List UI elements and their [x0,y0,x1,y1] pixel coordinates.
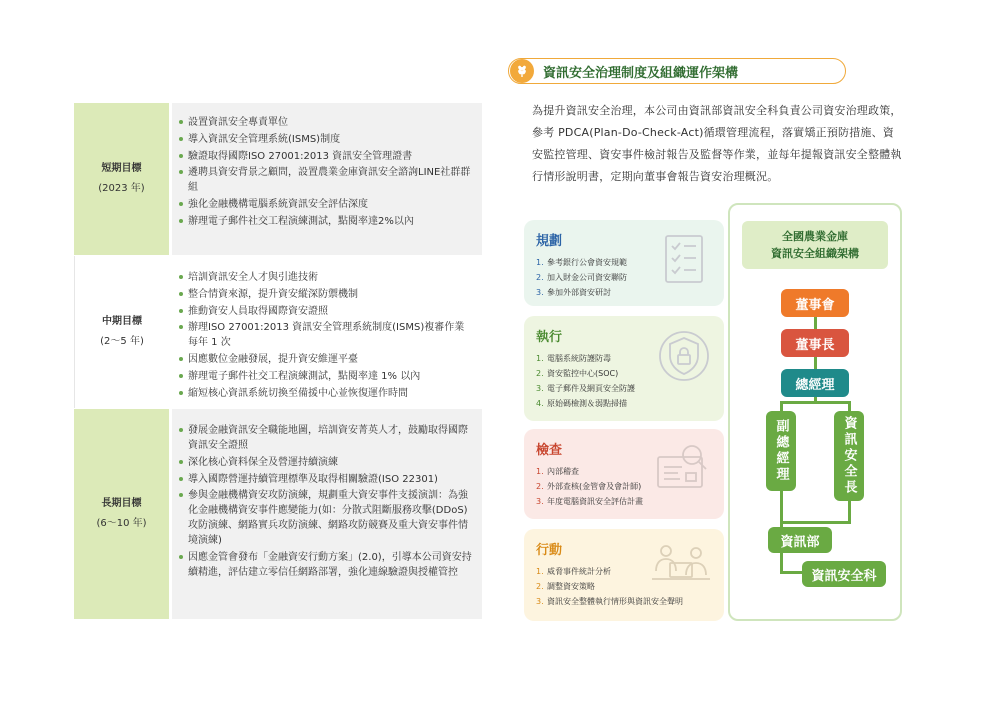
long-term-row [74,409,482,620]
list-item: 導入國際營運持續管理標準及取得相關驗證(ISO 22301) [178,472,474,487]
inspection-icon [654,441,712,499]
check-card [524,429,724,519]
long-term-content [172,409,482,619]
list-item: 1. 內部稽查 [536,467,579,476]
list-item: 3. 年度電腦資訊安全評估計畫 [536,497,643,506]
mid-term-content [172,256,482,408]
list-item: 2. 調整資安策略 [536,582,595,591]
list-item: 4. 原始碼檢測＆弱點掃描 [536,399,627,408]
section-heading [508,58,846,84]
org-chart-title: 全國農業金庫 資訊安全組織架構 [742,221,888,269]
connector-line [780,401,851,404]
list-item: 整合情資來源，提升資安縱深防禦機制 [178,287,474,302]
short-term-label [74,103,169,255]
org-chart [728,203,902,621]
plan-title: 規劃 [536,234,563,249]
short-term-content [172,103,482,255]
list-item: 2. 加入財金公司資安聯防 [536,273,627,282]
list-item: 辦理ISO 27001:2013 資訊安全管理系統制度(ISMS)複審作業每年 1 次 [178,320,474,350]
ciso-box: 資訊安全長 [834,411,864,501]
short-term-list [178,115,474,229]
intro-paragraph: 為提升資訊安全治理，本公司由資訊部資訊安全科負責公司資安治理政策，參考 PDCA(Plan-Do-Check-Act)循環管理流程，落實矯正預防措施、資安監控管理、資安事件檢討報告及監督等作業，並每年提報資訊安全整體執行情形說明書，定期向董事會報告資安治理概況。 [532,104,902,183]
list-item: 1. 威脅事件統計分析 [536,567,611,576]
board-box: 董事會 [781,289,849,317]
short-term-title: 短期目標 [101,163,142,174]
do-card [524,316,724,421]
list-item: 遴聘具資安背景之顧問，設置農業金庫資訊安全諮詢LINE社群群組 [178,165,474,195]
long-term-period: (6～10 年) [96,518,147,529]
long-term-title: 長期目標 [101,498,142,509]
security-section-box: 資訊安全科 [802,561,886,587]
workers-icon [650,541,712,589]
wheat-icon [510,59,534,83]
checklist-icon [660,232,712,290]
list-item: 參與金融機構資安攻防演練，規劃重大資安事件支援演訓：為強化金融機構資安事件應變能力(如：分散式阻斷服務攻擊(DDoS)攻防演練、網路實兵攻防演練、網路攻防競賽及重大資安事件情境演練) [178,488,474,548]
list-item: 驗證取得國際ISO 27001:2013 資訊安全管理證書 [178,149,474,164]
mid-term-title: 中期目標 [102,316,142,327]
list-item: 2. 資安監控中心(SOC) [536,369,619,378]
list-item: 3. 資訊安全整體執行情形與資訊安全聲明 [536,597,683,606]
list-item: 培訓資訊安全人才與引進技術 [178,270,474,285]
short-term-row [74,103,482,256]
deputy-gm-box: 副總經理 [766,411,796,491]
chairman-box: 董事長 [781,329,849,357]
list-item: 深化核心資料保全及營運持續演練 [178,455,474,470]
connector-line [780,521,851,524]
list-item: 強化金融機構電腦系統資訊安全評估深度 [178,197,474,212]
list-item: 1. 參考銀行公會資安規範 [536,258,627,267]
short-term-period: (2023 年) [98,183,145,194]
long-term-list [178,423,474,580]
mid-term-row [74,256,482,409]
list-item: 3. 電子郵件及網頁安全防護 [536,384,635,393]
list-item: 辦理電子郵件社交工程演練測試，點閱率達 1% 以內 [178,369,474,384]
list-item: 導入資訊安全管理系統(ISMS)制度 [178,132,474,147]
check-title: 檢查 [536,443,563,458]
mid-term-period: (2～5 年) [100,336,144,347]
do-title: 執行 [536,330,563,345]
long-term-label [74,409,169,619]
list-item: 2. 外部查核(金管會及會計師) [536,482,642,491]
section-title: 資訊安全治理制度及組織運作架構 [543,65,739,81]
list-item: 發展金融資訊安全職能地圖，培訓資安菁英人才，鼓勵取得國際資訊安全證照 [178,423,474,453]
it-department-box: 資訊部 [768,527,832,553]
mid-term-label [74,256,169,408]
list-item: 設置資訊安全專責單位 [178,115,474,130]
list-item: 因應金管會發布「金融資安行動方案」(2.0)，引導本公司資安持續精進，評估建立零信任網路部署，強化連線驗證與授權管控 [178,550,474,580]
goals-table [74,103,482,620]
list-item: 3. 參加外部資安研討 [536,288,611,297]
list-item: 因應數位金融發展，提升資安維運平臺 [178,352,474,367]
list-item: 辦理電子郵件社交工程演練測試，點閱率達2%以內 [178,214,474,229]
mid-term-list [178,270,474,401]
list-item: 推動資安人員取得國際資安證照 [178,304,474,319]
list-item: 縮短核心資訊系統切換至備援中心並恢復運作時間 [178,386,474,401]
list-item: 1. 電腦系統防護防毒 [536,354,611,363]
act-title: 行動 [536,543,563,558]
plan-card [524,220,724,306]
general-manager-box: 總經理 [781,369,849,397]
shield-lock-icon [656,328,712,388]
act-card [524,529,724,621]
